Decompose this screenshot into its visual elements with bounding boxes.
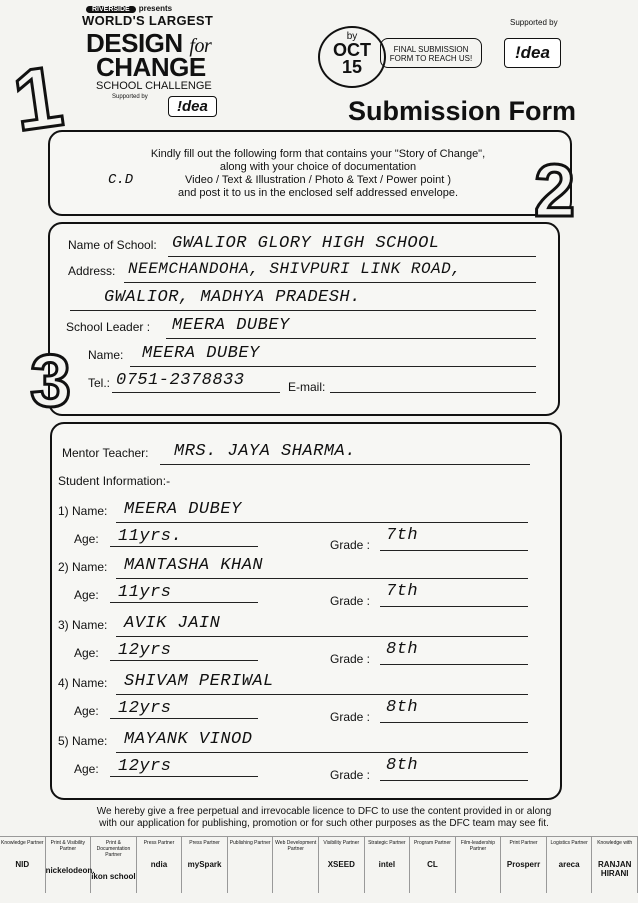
form-title: Submission Form — [348, 96, 577, 126]
student-age-field[interactable]: 11yrs. — [118, 527, 183, 546]
partner-cell — [592, 837, 638, 893]
partner-role: Logistics Partner — [550, 840, 588, 846]
intro-line-2: along with your choice of documentation — [219, 161, 417, 173]
email-line[interactable] — [330, 392, 536, 393]
tel-line — [112, 392, 280, 393]
partner-cell — [410, 837, 456, 893]
section-number-3: 3 — [30, 339, 72, 422]
student-grade-label: Grade : — [330, 710, 371, 724]
student-age-line — [110, 602, 258, 603]
partner-role: Publishing Partner — [229, 840, 271, 846]
student-name-label: 1) Name: — [58, 504, 108, 518]
partner-cell — [45, 837, 95, 893]
partner-logo: NID — [15, 860, 30, 869]
partner-role: Print & Documentation Partner — [96, 840, 131, 858]
contact-name-label: Name: — [88, 348, 124, 362]
student-grade-field[interactable]: 8th — [386, 640, 419, 659]
student-grade-field[interactable]: 7th — [386, 582, 419, 601]
partner-cell — [0, 837, 46, 893]
student-name-label: 5) Name: — [58, 734, 108, 748]
student-name-line — [116, 694, 528, 695]
partner-role: Visibility Partner — [323, 840, 360, 846]
contact-name-field[interactable]: MEERA DUBEY — [142, 344, 260, 363]
student-name-field[interactable]: AVIK JAIN — [124, 614, 221, 633]
presents-line — [86, 4, 172, 13]
student-age-label: Age: — [74, 704, 99, 718]
for-word: for — [189, 35, 212, 57]
partner-cell — [547, 837, 593, 893]
student-age-field[interactable]: 12yrs — [118, 641, 172, 660]
partner-strip — [0, 836, 638, 893]
partner-cell — [365, 837, 411, 893]
tel-label: Tel.: — [88, 376, 111, 390]
address-label: Address: — [68, 264, 116, 278]
student-grade-line — [380, 550, 528, 551]
deadline-by: by — [346, 31, 358, 42]
student-age-line — [110, 776, 258, 777]
partner-role: Print & Visibility Partner — [50, 840, 86, 852]
student-name-label: 4) Name: — [58, 676, 108, 690]
partner-cell — [273, 837, 319, 893]
partner-logo: Prosperr — [506, 860, 541, 869]
partner-logo: ndia — [150, 860, 168, 869]
tel-field[interactable]: 0751-2378833 — [116, 371, 245, 390]
intro-line-1: Kindly fill out the following form that contains your "Story of Change", — [150, 148, 486, 160]
student-grade-field[interactable]: 8th — [386, 698, 419, 717]
partner-logo: areca — [558, 860, 580, 869]
student-name-line — [116, 578, 528, 579]
student-age-field[interactable]: 12yrs — [118, 757, 172, 776]
presents-text: presents — [138, 4, 173, 13]
student-name-field[interactable]: MAYANK VINOD — [124, 730, 253, 749]
student-name-line — [116, 636, 528, 637]
mentor-line — [160, 464, 530, 465]
student-grade-field[interactable]: 7th — [386, 526, 419, 545]
mentor-label: Mentor Teacher: — [62, 446, 149, 460]
partner-role: Program Partner — [413, 840, 451, 846]
partner-cell — [501, 837, 547, 893]
student-age-line — [110, 546, 258, 547]
worlds-largest-text: WORLD'S LARGEST — [82, 13, 214, 28]
partner-logo: RANJAN HIRANI — [598, 860, 632, 878]
deadline-badge — [318, 26, 386, 88]
deadline-month: OCT — [333, 40, 371, 60]
student-age-field[interactable]: 12yrs — [118, 699, 172, 718]
top-supported-by-text: Supported by — [510, 18, 558, 27]
school-name-label: Name of School: — [68, 238, 157, 252]
intro-text — [118, 148, 518, 200]
final-submission-note: FINAL SUBMISSION FORM TO REACH US! — [380, 38, 482, 68]
mentor-field[interactable]: MRS. JAYA SHARMA. — [174, 442, 356, 461]
student-grade-line — [380, 722, 528, 723]
partner-role: Print Partner — [509, 840, 538, 846]
partner-role: Knowledge Partner — [1, 840, 44, 846]
student-name-field[interactable]: MANTASHA KHAN — [124, 556, 264, 575]
student-grade-label: Grade : — [330, 652, 371, 666]
student-info-heading: Student Information:- — [58, 474, 171, 488]
student-age-line — [110, 660, 258, 661]
school-leader-label: School Leader : — [66, 320, 151, 334]
partner-cell — [456, 837, 502, 893]
partner-role: Film-leadership Partner — [460, 840, 496, 852]
student-age-label: Age: — [74, 762, 99, 776]
school-leader-field[interactable]: MEERA DUBEY — [172, 316, 290, 335]
student-grade-label: Grade : — [330, 594, 371, 608]
student-grade-field[interactable]: 8th — [386, 756, 419, 775]
section-number-2: 2 — [534, 149, 576, 232]
partner-role: Press Partner — [143, 840, 175, 846]
student-age-label: Age: — [74, 646, 99, 660]
licence-text — [74, 806, 574, 830]
partner-cell — [319, 837, 365, 893]
partner-logo: intel — [378, 860, 396, 869]
licence-line-1: We hereby give a free perpetual and irrevocable licence to DFC to use the content provided in or along — [96, 806, 552, 817]
partner-cell — [91, 837, 137, 893]
student-age-line — [110, 718, 258, 719]
student-grade-line — [380, 664, 528, 665]
partner-logo: ikon school — [91, 872, 136, 881]
student-name-line — [116, 522, 528, 523]
supported-by-text: Supported by — [112, 94, 148, 100]
address-field-line-2[interactable]: GWALIOR, MADHYA PRADESH. — [104, 288, 361, 307]
student-name-label: 2) Name: — [58, 560, 108, 574]
deadline-day: 15 — [341, 57, 363, 77]
partner-role: Press Partner — [189, 840, 220, 846]
partner-logo: CL — [427, 860, 438, 869]
partner-role: Web Development Partner — [275, 840, 317, 852]
student-name-label: 3) Name: — [58, 618, 108, 632]
school-name-line — [168, 256, 536, 257]
partner-cell — [137, 837, 183, 893]
student-grade-line — [380, 606, 528, 607]
partner-logo: mySpark — [187, 860, 222, 869]
student-name-field[interactable]: SHIVAM PERIWAL — [124, 672, 274, 691]
partner-role: Strategic Partner — [368, 840, 406, 846]
intro-line-4: and post it to us in the enclosed self addressed envelope. — [177, 187, 459, 199]
student-age-field[interactable]: 11yrs — [118, 583, 172, 602]
student-grade-label: Grade : — [330, 538, 371, 552]
student-age-label: Age: — [74, 588, 99, 602]
section-number-1: 1 — [7, 48, 69, 150]
address-line-1 — [124, 282, 536, 283]
top-idea-logo: !dea — [504, 38, 561, 68]
address-line-2 — [70, 310, 536, 311]
partner-role: Knowledge with — [597, 840, 633, 846]
partner-logo: nickelodeon. — [45, 866, 95, 875]
licence-line-2: with our application for publishing, promotion or for such other purposes as the DFC team may see fit. — [99, 818, 549, 829]
change-text: CHANGE — [96, 52, 206, 82]
design-word: DESIGN — [86, 28, 183, 58]
student-age-label: Age: — [74, 532, 99, 546]
partner-logo: XSEED — [327, 860, 355, 869]
school-challenge-text: SCHOOL CHALLENGE — [96, 80, 212, 92]
address-field-line-1[interactable]: NEEMCHANDOHA, SHIVPURI LINK ROAD, — [128, 260, 462, 278]
partner-cell — [182, 837, 228, 893]
email-label: E-mail: — [288, 380, 326, 394]
school-leader-line — [166, 338, 536, 339]
partner-cell — [228, 837, 274, 893]
brand-logo: RIVERSIDE — [86, 6, 136, 13]
student-name-line — [116, 752, 528, 753]
contact-name-line — [130, 366, 536, 367]
student-name-field[interactable]: MEERA DUBEY — [124, 500, 242, 519]
school-name-field[interactable]: GWALIOR GLORY HIGH SCHOOL — [172, 234, 440, 253]
student-grade-line — [380, 780, 528, 781]
handwritten-mark: C.D — [108, 172, 134, 188]
student-grade-label: Grade : — [330, 768, 371, 782]
idea-logo: !dea — [168, 96, 217, 117]
intro-line-3: Video / Text & Illustration / Photo & Text / Power point ) — [185, 174, 451, 186]
